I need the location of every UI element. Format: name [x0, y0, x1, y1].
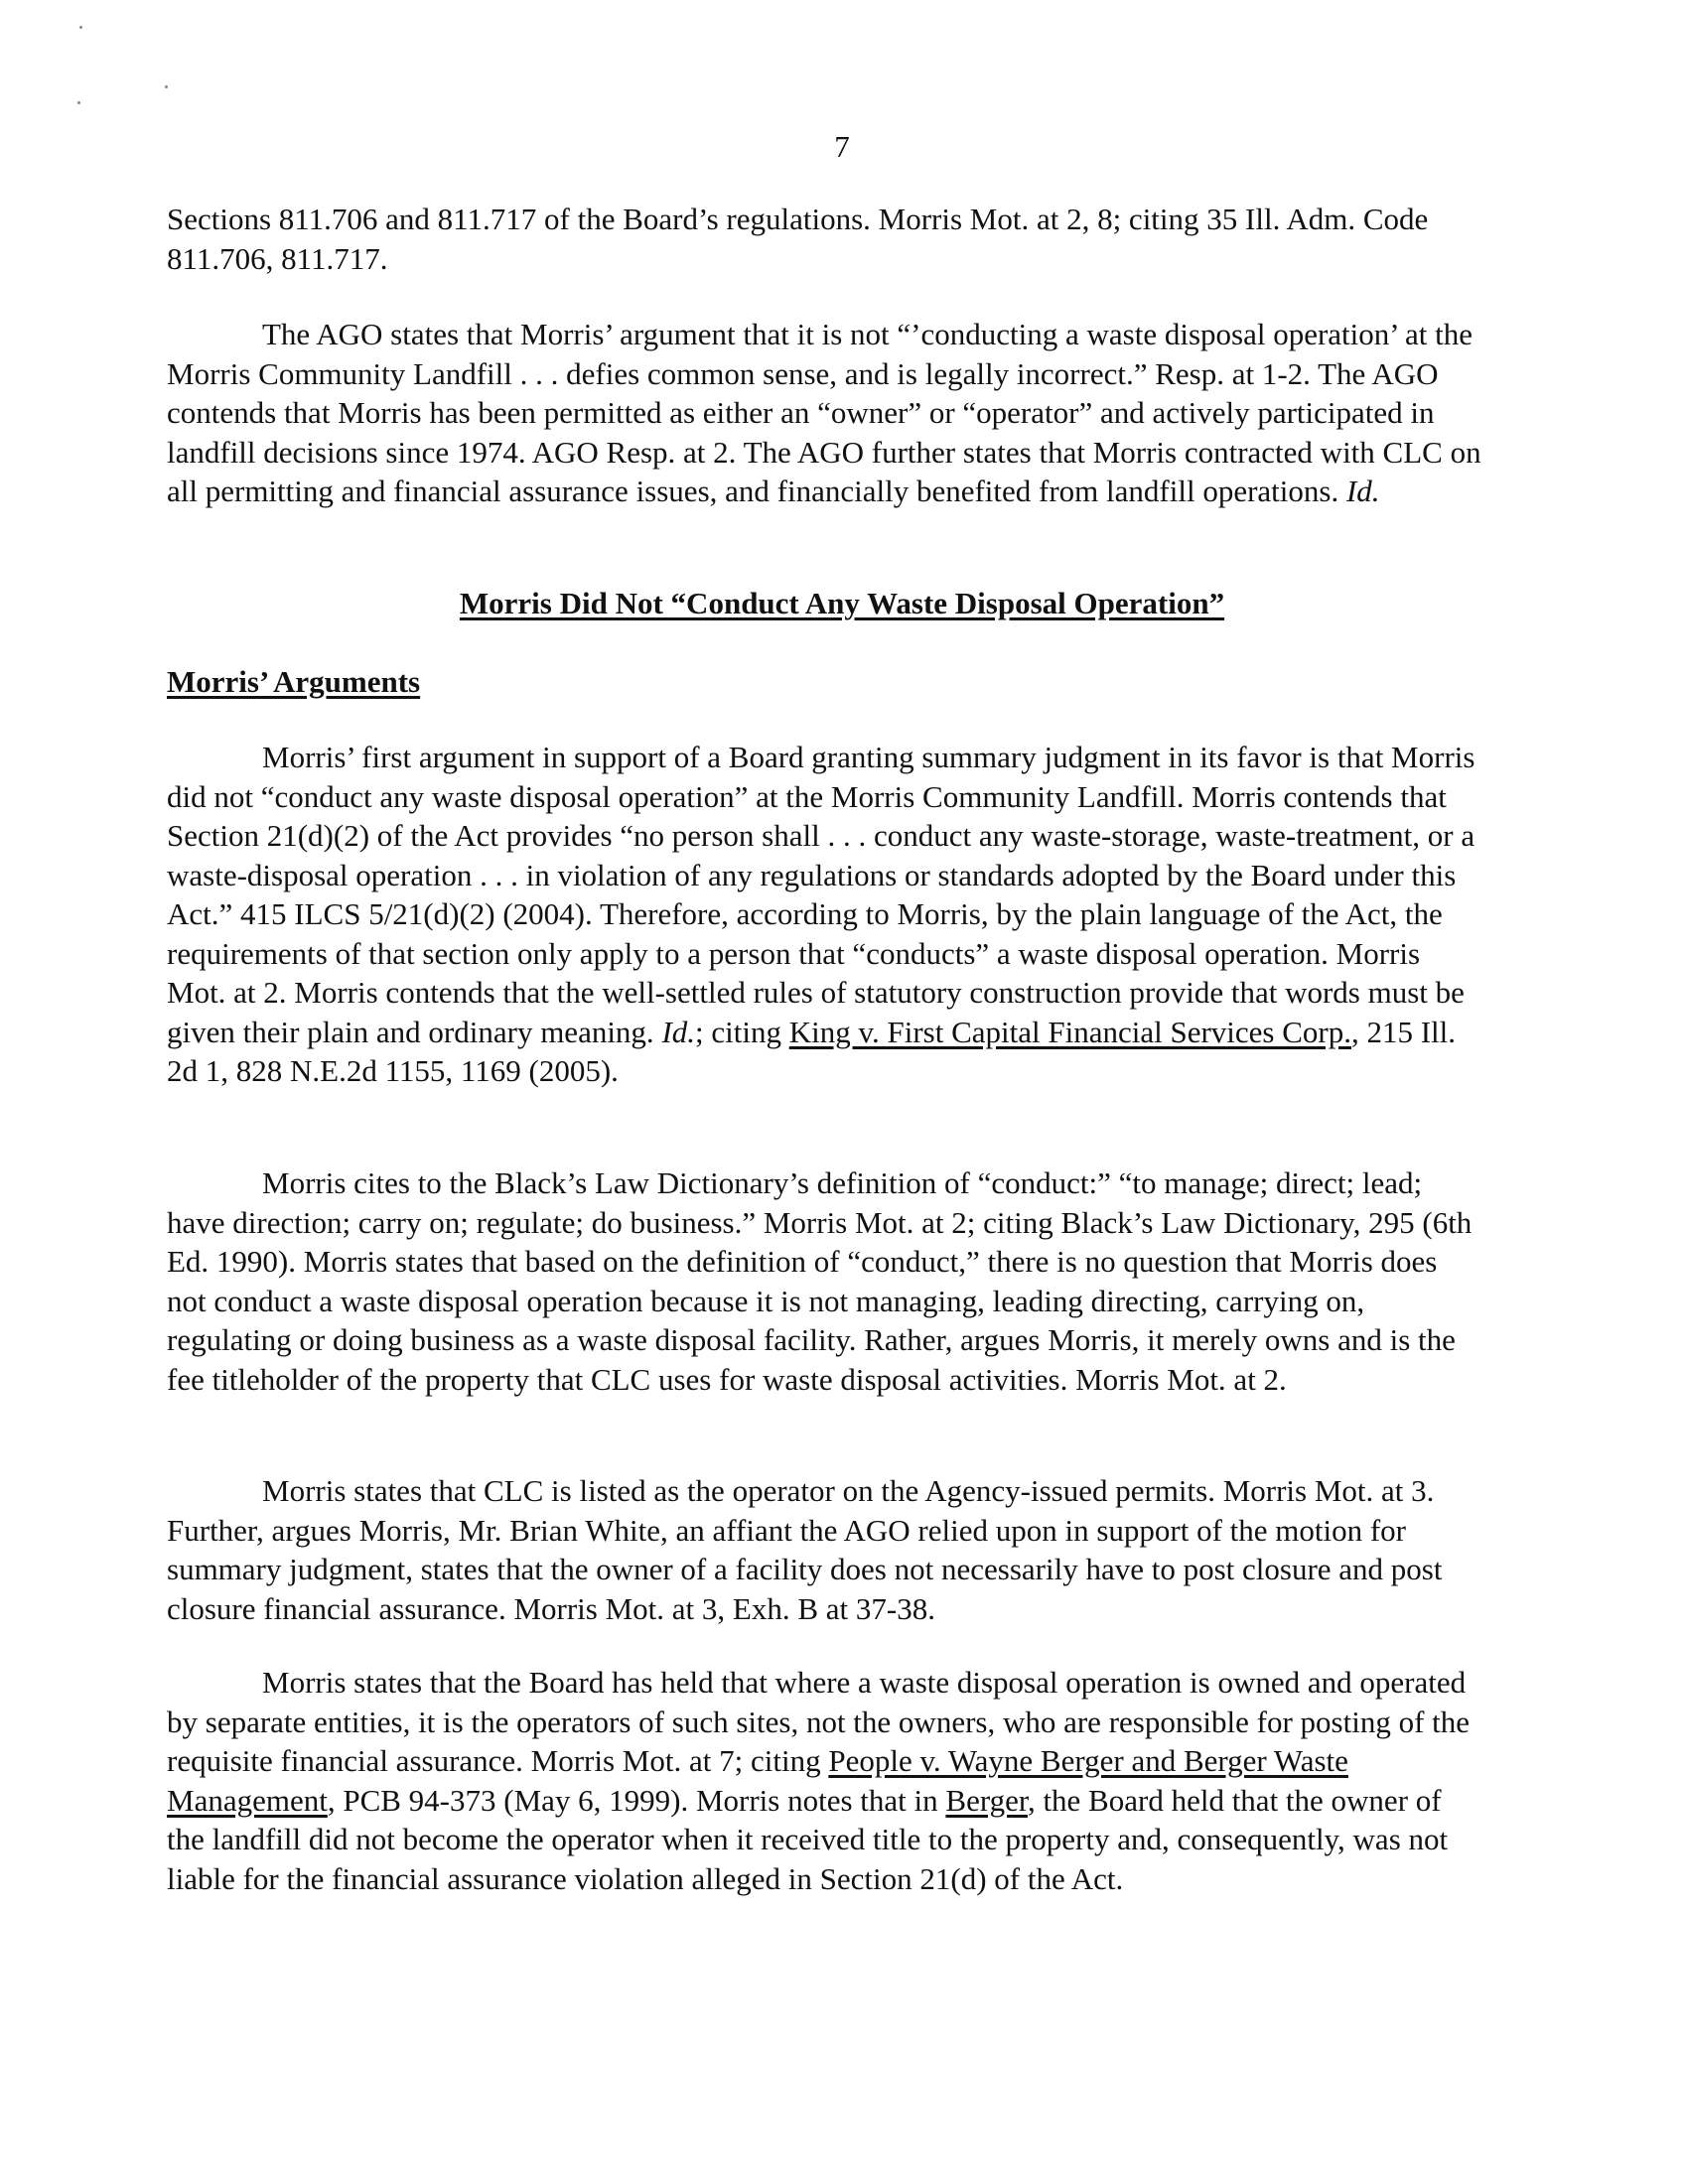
scan-speck — [77, 101, 80, 104]
subsection-heading: Morris’ Arguments — [167, 664, 421, 699]
citation-id: Id. — [1345, 474, 1380, 508]
paragraph-text: Morris’ first argument in support of a Board granting summary judgment in its favor is that Morris did not “conduct any waste disposal operation” at the Morris Community Landfill. Morris contends that Section 21(d)(2) of the Act provides “no person shall . . . conduct any waste-storage, waste-treatment, or a waste-disposal operation . . . in violation of any regulations or standards adopted by the Board under this Act.” 415 ILCS 5/21(d)(2) (2004). Therefore, according to Morris, by the plain language of the Act, the requirements of that section only apply to a person that “conducts” a waste disposal operation. Morris Mot. at 2. Morris contends that the well-settled rules of statutory construction provide that words must be given their plain and ordinary meaning. — [167, 740, 1475, 1049]
page-number: 7 — [834, 129, 850, 164]
case-short-citation: Berger — [945, 1782, 1028, 1818]
paragraph-first-argument — [167, 738, 1481, 1091]
scan-speck — [165, 85, 168, 88]
paragraph-dictionary-definition — [167, 1163, 1481, 1399]
section-heading: Morris Did Not “Conduct Any Waste Disposal Operation” — [459, 586, 1225, 620]
case-citation: King v. First Capital Financial Services Corp. — [788, 1014, 1351, 1049]
paragraph-berger-precedent — [167, 1663, 1481, 1898]
paragraph-text: The AGO states that Morris’ argument that it is not “’conducting a waste disposal operation’ at the Morris Community Landfill . . . defies common sense, and is legally incorrect.” Resp. at 1-2. The AGO contends that Morris has been permitted as either an “owner” or “operator” and actively participated in landfill decisions since 1974. AGO Resp. at 2. The AGO further states that Morris contracted with CLC on all permitting and financial assurance issues, and financially benefited from landfill operations. — [167, 317, 1481, 508]
scan-speck — [79, 26, 82, 29]
paragraph-operator-permits — [167, 1471, 1481, 1628]
paragraph-continuation: Sections 811.706 and 811.717 of the Board’s regulations. Morris Mot. at 2, 8; citing 35 Ill. Adm. Code 811.706, 811.717. — [167, 202, 1429, 276]
paragraph-ago-response — [167, 315, 1481, 511]
case-citation: People v. Wayne Berger and Berger Waste Management — [167, 1743, 1348, 1818]
citation-reporter: , 215 Ill. 2d 1, 828 N.E.2d 1155, 1169 (2005). — [167, 1014, 1457, 1088]
paragraph-text: Morris cites to the Black’s Law Dictionary’s definition of “conduct:” “to manage; direct; lead; have direction; carry on; regulate; do business.” Morris Mot. at 2; citing Black’s Law Dictionary, 295 (6th Ed. 1990). Morris states that based on the definition of “conduct,” there is no question that Morris does not conduct a waste disposal operation because it is not managing, leading directing, carrying on, regulating or doing business as a waste disposal facility. Rather, argues Morris, it merely owns and is the fee titleholder of the property that CLC uses for waste disposal activities. Morris Mot. at 2. — [167, 1165, 1473, 1397]
citation-id: Id. — [661, 1014, 696, 1049]
paragraph-text: , the Board held that the owner of the landfill did not become the operator when it received title to the property and, consequently, was not liable for the financial assurance violation alleged in Section 21(d) of the Act. — [167, 1782, 1449, 1896]
citation-reporter: , PCB 94-373 (May 6, 1999). Morris notes that in — [327, 1782, 946, 1818]
citation-connector: ; citing — [695, 1014, 789, 1049]
paragraph-text: Morris states that CLC is listed as the operator on the Agency-issued permits. Morris Mot. at 3. Further, argues Morris, Mr. Brian White, an affiant the AGO relied upon in support of the motion for summary judgment, states that the owner of a facility does not necessarily have to post closure and post closure financial assurance. Morris Mot. at 3, Exh. B at 37-38. — [167, 1473, 1443, 1626]
paragraph-text: Morris states that the Board has held that where a waste disposal operation is owned and operated by separate entities, it is the operators of such sites, not the owners, who are responsible for posting of the requisite financial assurance. Morris Mot. at 7; citing — [167, 1665, 1471, 1778]
